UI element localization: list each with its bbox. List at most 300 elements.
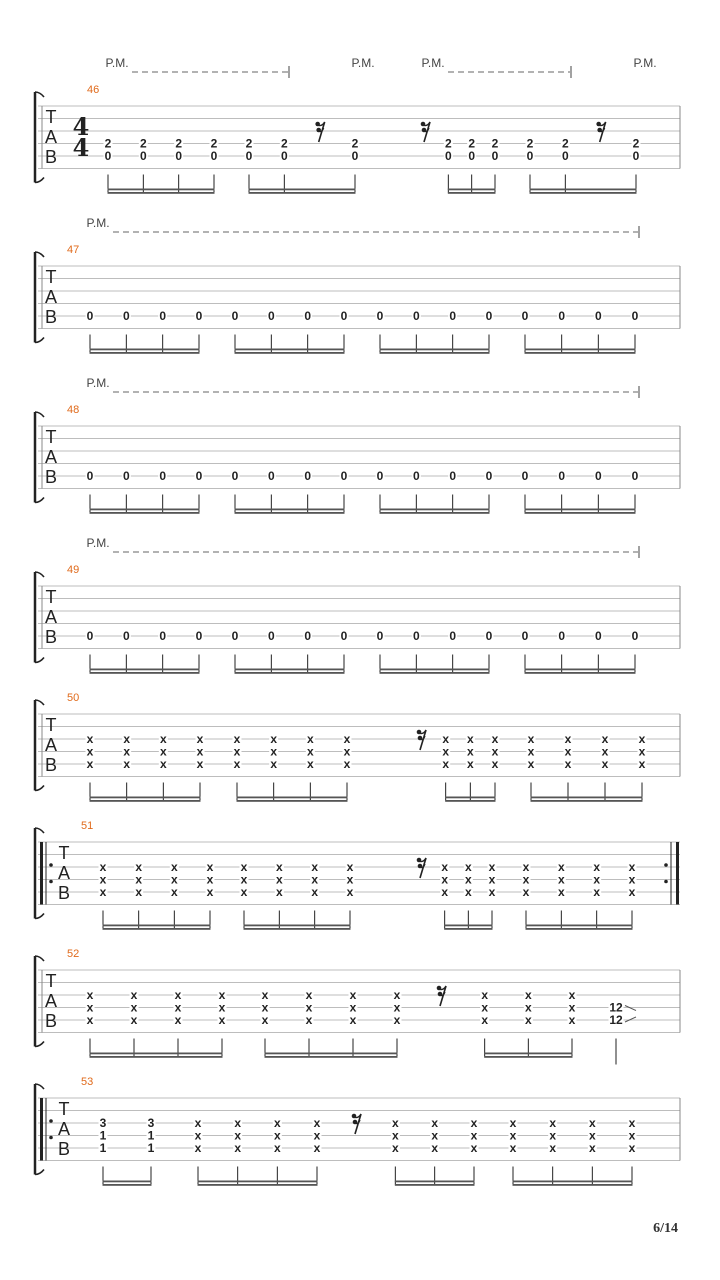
dead-note: x: [442, 744, 450, 759]
tab-note: [448, 309, 457, 323]
dead-note: x: [194, 1128, 202, 1143]
tab-clef-a: A: [44, 735, 58, 755]
tab-note: [196, 732, 205, 771]
beam: [444, 928, 492, 930]
tab-note: [122, 309, 131, 323]
dead-note: x: [306, 757, 314, 771]
tab-note: [548, 1116, 557, 1155]
tab-clef-b: B: [44, 755, 58, 775]
dead-note: x: [275, 885, 283, 899]
dead-note: x: [86, 1000, 94, 1015]
dead-note: x: [527, 732, 535, 746]
beam: [90, 797, 201, 799]
beam: [198, 1181, 318, 1183]
fret-number: 0: [267, 629, 275, 643]
dead-note: x: [305, 1013, 313, 1027]
bracket-bottom-hook: [35, 338, 44, 343]
dead-note: x: [488, 885, 496, 899]
tab-note: [99, 1116, 108, 1155]
beam: [244, 925, 351, 927]
dead-note: x: [564, 744, 572, 759]
fret-number: 0: [594, 309, 602, 323]
tab-note: [638, 732, 647, 771]
fret-number: 0: [231, 469, 239, 483]
bracket-top-hook: [35, 572, 44, 577]
repeat-dot: [49, 1119, 53, 1123]
dead-note: x: [86, 988, 94, 1002]
dead-note: x: [638, 744, 646, 759]
fret-number: 0: [376, 629, 384, 643]
tab-clef-t: T: [45, 971, 57, 991]
tab-note: [485, 469, 494, 483]
sixteenth-rest: [315, 122, 324, 142]
bracket-bottom-hook: [35, 1042, 44, 1047]
beam: [530, 189, 637, 191]
dead-note: x: [206, 885, 214, 899]
dead-note: x: [233, 732, 241, 746]
fret-number: 0: [376, 469, 384, 483]
dead-note: x: [527, 744, 535, 759]
dead-note: x: [470, 1128, 478, 1143]
tab-note: [313, 1116, 322, 1155]
tab-note: [195, 309, 204, 323]
tab-note: [448, 629, 457, 643]
tab-note: [134, 860, 143, 899]
tab-system-48: [35, 376, 680, 514]
tab-note: [376, 469, 385, 483]
dead-note: x: [270, 732, 278, 746]
repeat-start-thick-bar: [40, 842, 43, 905]
tab-system-46: [35, 56, 680, 194]
dead-note: x: [99, 860, 107, 874]
dead-note: x: [638, 757, 646, 771]
tab-note: [557, 629, 566, 643]
tab-note: [159, 732, 168, 771]
tab-note: [568, 988, 577, 1027]
tab-note: [231, 469, 240, 483]
tab-note: [632, 137, 641, 164]
dead-note: x: [343, 757, 351, 771]
measure-number: 53: [81, 1076, 94, 1088]
dead-note: x: [391, 1128, 399, 1143]
time-signature-top: 4: [72, 112, 90, 141]
tab-note: [393, 988, 402, 1027]
tab-note: [628, 1116, 637, 1155]
tab-note: [195, 629, 204, 643]
tab-note: [340, 309, 349, 323]
dead-note: x: [628, 860, 636, 874]
tab-note: [343, 732, 352, 771]
fret-number: 0: [304, 629, 312, 643]
beam: [108, 192, 215, 194]
page-number: 6/14: [653, 1221, 678, 1236]
dead-note: x: [601, 757, 609, 771]
tab-note: [412, 469, 421, 483]
tab-note: [480, 988, 489, 1027]
bracket-bottom-hook: [35, 178, 44, 183]
tab-note: [376, 629, 385, 643]
tab-note: [139, 137, 148, 164]
tab-note: [557, 469, 566, 483]
tab-note: [522, 860, 531, 899]
bracket-top-hook: [35, 252, 44, 257]
dead-note: x: [306, 744, 314, 759]
dead-note: x: [628, 885, 636, 899]
dead-note: x: [130, 1013, 138, 1027]
bracket-bottom-hook: [35, 914, 44, 919]
beam: [484, 1056, 572, 1058]
beam: [525, 669, 636, 671]
dead-note: x: [305, 1000, 313, 1015]
dead-note: x: [349, 1013, 357, 1027]
tab-note: [122, 469, 131, 483]
dead-note: x: [491, 744, 499, 759]
tab-note: [269, 732, 278, 771]
tab-system-50: [35, 692, 680, 802]
dead-note: x: [86, 732, 94, 746]
fret-number: 1: [147, 1128, 155, 1143]
dead-note: x: [481, 1013, 489, 1027]
tab-note: [594, 469, 603, 483]
fret-number: 0: [86, 629, 94, 643]
fret-number: 0: [231, 309, 239, 323]
dead-note: x: [275, 860, 283, 874]
tab-note: [470, 1116, 479, 1155]
dead-note: x: [86, 744, 94, 759]
beam: [525, 352, 636, 354]
tab-clef-t: T: [58, 1099, 70, 1119]
dead-note: x: [174, 1013, 182, 1027]
dead-note: x: [527, 757, 535, 771]
tab-note: [441, 732, 450, 771]
fret-number: 0: [631, 629, 639, 643]
sixteenth-rest: [421, 122, 430, 142]
beam: [448, 192, 496, 194]
dead-note: x: [196, 744, 204, 759]
tab-note: [526, 137, 535, 164]
fret-number: 0: [122, 309, 130, 323]
tab-note: [303, 309, 312, 323]
dead-note: x: [470, 1141, 478, 1155]
dead-note: x: [196, 757, 204, 771]
beam: [525, 512, 636, 514]
beam: [198, 1184, 318, 1186]
fret-number: 0: [449, 309, 457, 323]
fret-number: 0: [521, 629, 529, 643]
fret-number: 1: [99, 1128, 107, 1143]
time-signature-bottom: 4: [72, 133, 90, 162]
tab-note: [351, 137, 360, 164]
beam: [380, 509, 490, 511]
beam: [380, 672, 490, 674]
tab-clef-b: B: [44, 627, 58, 647]
sixteenth-rest: [417, 730, 426, 750]
fret-number: 0: [340, 629, 348, 643]
beam: [103, 1181, 152, 1183]
tab-note: [130, 988, 139, 1027]
tab-note: [174, 988, 183, 1027]
tab-note: [527, 732, 536, 771]
dead-note: x: [601, 732, 609, 746]
fret-number: 1: [147, 1141, 155, 1155]
tab-clef-b: B: [44, 147, 58, 167]
tab-note: [231, 309, 240, 323]
fret-number: 2: [175, 136, 183, 151]
tab-note: [464, 860, 473, 899]
fret-number: 0: [521, 309, 529, 323]
tab-note: [444, 137, 453, 164]
dead-note: x: [349, 988, 357, 1002]
tab-note: [430, 1116, 439, 1155]
beam: [237, 797, 348, 799]
repeat-start-thick-bar: [40, 1098, 43, 1161]
beam: [265, 1053, 398, 1055]
tab-clef-b: B: [57, 1139, 71, 1159]
dead-note: x: [549, 1141, 557, 1155]
measure-number: 51: [81, 820, 94, 832]
dead-note: x: [240, 872, 248, 887]
fret-number: 0: [412, 629, 420, 643]
sixteenth-rest: [437, 986, 446, 1006]
tab-clef-a: A: [57, 1119, 71, 1139]
tab-note: [448, 469, 457, 483]
dead-note: x: [466, 732, 474, 746]
tab-note: [122, 732, 131, 771]
tab-note: [267, 309, 276, 323]
beam: [108, 189, 215, 191]
tab-note: [485, 309, 494, 323]
dead-note: x: [593, 872, 601, 887]
fret-number: 0: [86, 469, 94, 483]
dead-note: x: [135, 885, 143, 899]
beam: [395, 1181, 475, 1183]
fret-number: 3: [147, 1116, 155, 1130]
fret-number: 0: [558, 629, 566, 643]
tab-note: [521, 469, 530, 483]
dead-note: x: [431, 1128, 439, 1143]
dead-note: x: [174, 988, 182, 1002]
beam: [235, 509, 345, 511]
bracket-top-hook: [35, 1084, 44, 1089]
fret-number: 2: [491, 136, 499, 151]
tab-note: [594, 309, 603, 323]
fret-number: 0: [104, 149, 112, 163]
fret-number: 0: [526, 149, 534, 163]
sixteenth-rest: [596, 122, 605, 142]
tab-note: [467, 137, 476, 164]
dead-note: x: [233, 744, 241, 759]
tab-note: [306, 732, 315, 771]
dead-note: x: [275, 872, 283, 887]
dead-note: x: [557, 860, 565, 874]
beam: [484, 1053, 572, 1055]
fret-number: 2: [104, 136, 112, 151]
beam: [90, 352, 200, 354]
fret-number: 2: [280, 136, 288, 151]
fret-number: 2: [561, 136, 569, 151]
tab-note: [122, 629, 131, 643]
fret-number: 0: [412, 469, 420, 483]
tab-note: [631, 629, 640, 643]
dead-note: x: [234, 1116, 242, 1130]
bracket-top-hook: [35, 412, 44, 417]
dead-note: x: [391, 1141, 399, 1155]
dead-note: x: [491, 757, 499, 771]
beam: [380, 512, 490, 514]
tab-clef-a: A: [44, 127, 58, 147]
tab-note: [206, 860, 215, 899]
tab-note: [267, 469, 276, 483]
fret-number: 0: [376, 309, 384, 323]
fret-number: 0: [632, 149, 640, 163]
dead-note: x: [123, 732, 131, 746]
dead-note: x: [170, 872, 178, 887]
dead-note: x: [568, 1000, 576, 1015]
palm-mute-label: P.M.: [86, 216, 110, 230]
tab-clef-t: T: [58, 843, 70, 863]
fret-number: 0: [594, 629, 602, 643]
fret-number: 0: [485, 309, 493, 323]
dead-note: x: [568, 1013, 576, 1027]
tab-note: [601, 732, 610, 771]
tab-note: [521, 629, 530, 643]
tab-system-49: [35, 536, 680, 674]
fret-number: 0: [267, 309, 275, 323]
tab-note: [210, 137, 219, 164]
dead-note: x: [488, 872, 496, 887]
fret-number: 0: [139, 149, 147, 163]
tab-note: [195, 469, 204, 483]
fret-number: 0: [159, 309, 167, 323]
tab-note: [267, 629, 276, 643]
dead-note: x: [240, 860, 248, 874]
dead-note: x: [135, 872, 143, 887]
dead-note: x: [261, 1000, 269, 1015]
tab-note: [524, 988, 533, 1027]
dead-note: x: [549, 1128, 557, 1143]
dead-note: x: [233, 757, 241, 771]
tab-note: [588, 1116, 597, 1155]
tab-note: [158, 309, 167, 323]
repeat-dot: [664, 863, 668, 867]
tab-clef-a: A: [44, 287, 58, 307]
dead-note: x: [564, 757, 572, 771]
tab-note: [391, 1116, 400, 1155]
tab-note: [273, 1116, 282, 1155]
tab-note: [147, 1116, 156, 1155]
tab-note: [349, 988, 358, 1027]
sixteenth-rest: [352, 1114, 361, 1134]
dead-note: x: [194, 1116, 202, 1130]
tab-system-51: [35, 820, 680, 930]
fret-number: 0: [304, 309, 312, 323]
tab-clef-a: A: [44, 991, 58, 1011]
dead-note: x: [509, 1141, 517, 1155]
tab-note: [557, 860, 566, 899]
tab-note: [440, 860, 449, 899]
dead-note: x: [349, 1000, 357, 1015]
dead-note: x: [99, 885, 107, 899]
beam: [525, 672, 636, 674]
tab-note: [275, 860, 284, 899]
dead-note: x: [159, 757, 167, 771]
tab-note: [340, 629, 349, 643]
dead-note: x: [346, 860, 354, 874]
beam: [90, 672, 200, 674]
dead-note: x: [218, 1000, 226, 1015]
dead-note: x: [557, 885, 565, 899]
tab-system-53: [35, 1076, 680, 1186]
dead-note: x: [273, 1116, 281, 1130]
dead-note: x: [313, 1116, 321, 1130]
tab-note: [609, 1001, 637, 1028]
tab-note: [521, 309, 530, 323]
fret-number: 0: [267, 469, 275, 483]
dead-note: x: [441, 872, 449, 887]
fret-number: 2: [351, 136, 359, 151]
dead-note: x: [488, 860, 496, 874]
fret-number: 0: [245, 149, 253, 163]
bracket-top-hook: [35, 828, 44, 833]
tab-clef-b: B: [44, 1011, 58, 1031]
dead-note: x: [524, 988, 532, 1002]
tab-note: [557, 309, 566, 323]
beam: [445, 800, 495, 802]
tab-system-52: [35, 948, 680, 1065]
fret-number: 0: [351, 149, 359, 163]
dead-note: x: [261, 1013, 269, 1027]
tab-note: [231, 629, 240, 643]
palm-mute-label: P.M.: [105, 56, 129, 70]
dead-note: x: [218, 1013, 226, 1027]
fret-number: 0: [631, 309, 639, 323]
tab-note: [561, 137, 570, 164]
dead-note: x: [441, 885, 449, 899]
tab-clef-t: T: [45, 427, 57, 447]
tab-note: [158, 629, 167, 643]
beam: [380, 669, 490, 671]
fret-number: 0: [304, 469, 312, 483]
beam: [531, 797, 643, 799]
fret-number: 0: [485, 629, 493, 643]
dead-note: x: [628, 1116, 636, 1130]
dead-note: x: [593, 860, 601, 874]
fret-number: 2: [139, 136, 147, 151]
measure-number: 49: [67, 564, 80, 576]
fret-number: 0: [122, 629, 130, 643]
tab-note: [631, 469, 640, 483]
measure-number: 50: [67, 692, 80, 704]
tab-note: [233, 732, 242, 771]
dead-note: x: [588, 1116, 596, 1130]
fret-number: 2: [444, 136, 452, 151]
dead-note: x: [431, 1141, 439, 1155]
beam: [90, 1053, 223, 1055]
measure-number: 52: [67, 948, 80, 960]
beam: [244, 928, 351, 930]
fret-number: 0: [231, 629, 239, 643]
dead-note: x: [393, 1000, 401, 1015]
dead-note: x: [549, 1116, 557, 1130]
dead-note: x: [311, 872, 319, 887]
dead-note: x: [206, 860, 214, 874]
dead-note: x: [466, 744, 474, 759]
dead-note: x: [313, 1141, 321, 1155]
dead-note: x: [159, 744, 167, 759]
bracket-bottom-hook: [35, 658, 44, 663]
tab-note: [631, 309, 640, 323]
tab-clef-a: A: [44, 447, 58, 467]
